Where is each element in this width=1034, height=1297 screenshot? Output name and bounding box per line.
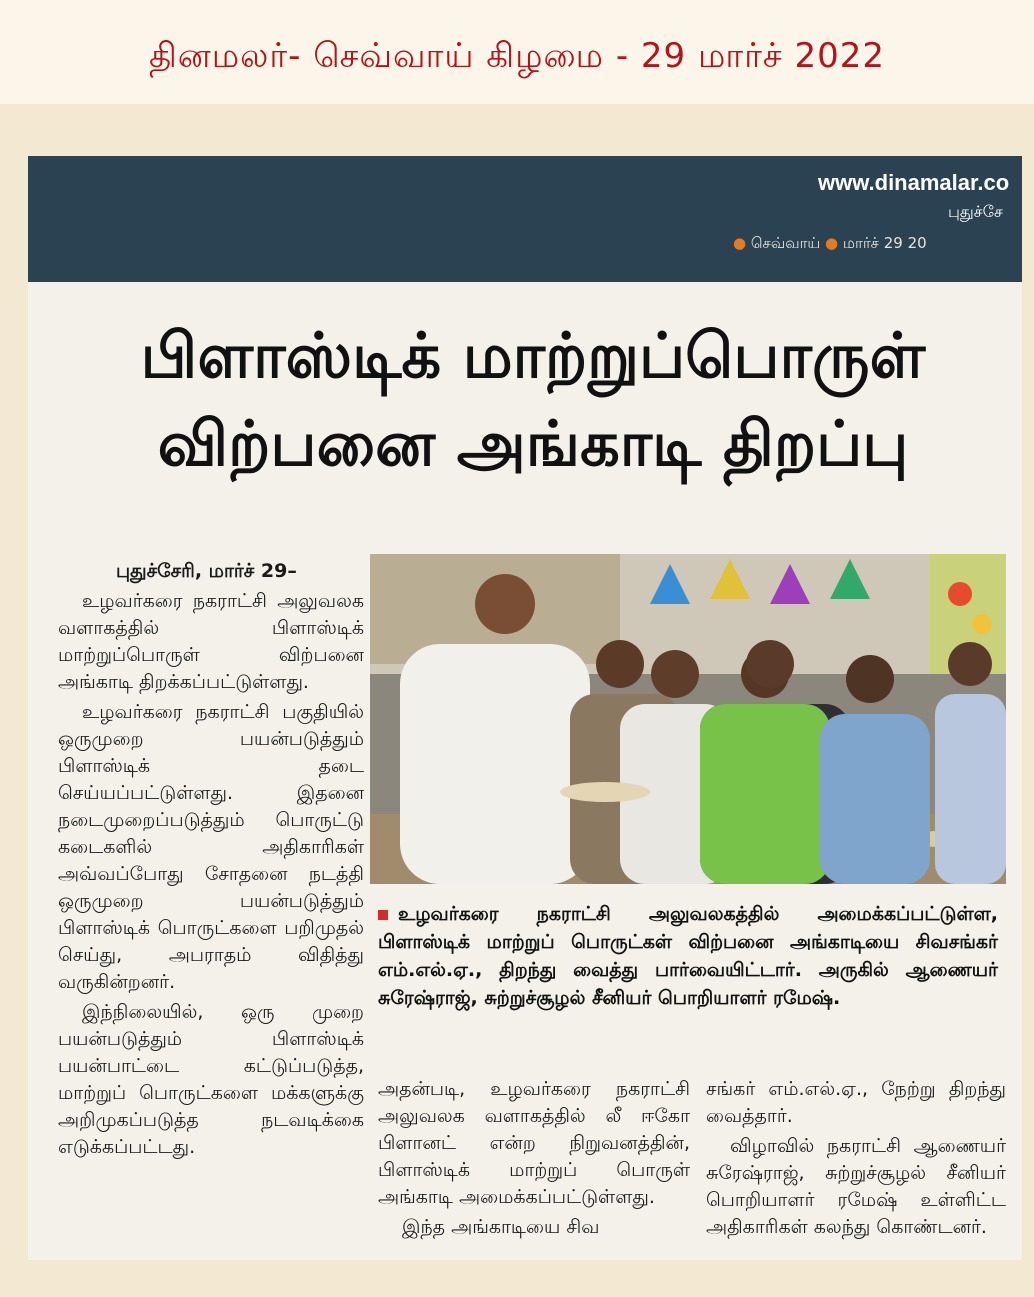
news-photo [370,554,1006,884]
headline-line-2: விற்பனை அங்காடி திறப்பு [157,407,909,480]
article-headline [58,312,1008,488]
caption-marker-icon [378,910,388,920]
headline-line-1: பிளாஸ்டிக் மாற்றுப்பொருள் [140,319,926,392]
bullet-icon: ● [733,234,747,252]
article-paragraph: இந்த அங்காடியை சிவ [402,1216,600,1238]
news-photo-illustration [370,554,1006,884]
article-column-3 [706,1076,1006,1244]
masthead-edition: புதுச்சே [948,202,1003,221]
masthead-day: செவ்வாய் [750,234,821,252]
article-paragraph: உழவர்கரை நகராட்சி அலுவலக வளாகத்தில் பிளாஸ்டிக் மாற்றுப்பொருள் விற்பனை அங்காடி திறக்கப்பட்டுள்ளது. [58,590,364,693]
bullet-icon: ● [825,234,839,252]
article-paragraph: உழவர்கரை நகராட்சி பகுதியில் ஒருமுறை பயன்படுத்தும் பிளாஸ்டிக் தடை செய்யப்பட்டுள்ளது. இதனை நடைமுறைப்படுத்தும் பொருட்டு கடைகளில் அதிகாரிகள் அவ்வப்போது சோதனை நடத்தி ஒருமுறை பயன்படுத்தும் பிளாஸ்டிக் பொருட்களை பறிமுதல் செய்து, அபராதம் விதித்து வருகின்றனர். [58,701,364,993]
article-dateline: புதுச்சேரி, மார்ச் 29– [116,560,297,582]
article-column-1 [58,558,364,1164]
photo-caption [378,900,998,1012]
clipping-frame [0,104,1034,1297]
article-paragraph: இந்நிலையில், ஒரு முறை பயன்படுத்தும் பிளாஸ்டிக் பயன்பாட்டை கட்டுப்படுத்த, மாற்றுப் பொருட்களை மக்களுக்கு அறிமுகப்படுத்த நடவடிக்கை எடுக்கப்பட்டது. [58,1001,364,1158]
article-column-2 [378,1076,690,1244]
caption-text: உழவர்கரை நகராட்சி அலுவலகத்தில் அமைக்கப்பட்டுள்ள, பிளாஸ்டிக் மாற்றுப் பொருட்கள் விற்பனை அங்காடியை சிவசங்கர் எம்.எல்.ஏ., திறந்து வைத்து பார்வையிட்டார். அருகில் ஆணையர் சுரேஷ்ராஜ், சுற்றுச்சூழல் சீனியர் பொறியாளர் ரமேஷ். [378,903,998,1009]
article-paragraph: விழாவில் நகராட்சி ஆணையர் சுரேஷ்ராஜ், சுற்றுச்சூழல் சீனியர் பொறியாளர் ரமேஷ் உள்ளிட்ட அதிகாரிகள் கலந்து கொண்டனர். [706,1135,1006,1238]
masthead-date: மார்ச் 29 20 [842,234,927,252]
masthead-band [28,156,1022,282]
masthead-dateline [733,234,927,254]
masthead-url: www.dinamalar.co [818,170,1010,195]
article-paragraph: சங்கர் எம்.எல்.ஏ., நேற்று திறந்து வைத்தார். [706,1078,1006,1127]
clipping-source-title: தினமலர்- செவ்வாய் கிழமை - 29 மார்ச் 2022 [148,36,886,76]
outer-header [0,0,1034,104]
newspaper-clipping [28,156,1022,1260]
article-paragraph: அதன்படி, உழவர்கரை நகராட்சி அலுவலக வளாகத்தில் லீ ஈகோ பிளானட் என்ற நிறுவனத்தின், பிளாஸ்டிக் மாற்றுப் பொருள் அங்காடி அமைக்கப்பட்டுள்ளது. [378,1078,690,1208]
